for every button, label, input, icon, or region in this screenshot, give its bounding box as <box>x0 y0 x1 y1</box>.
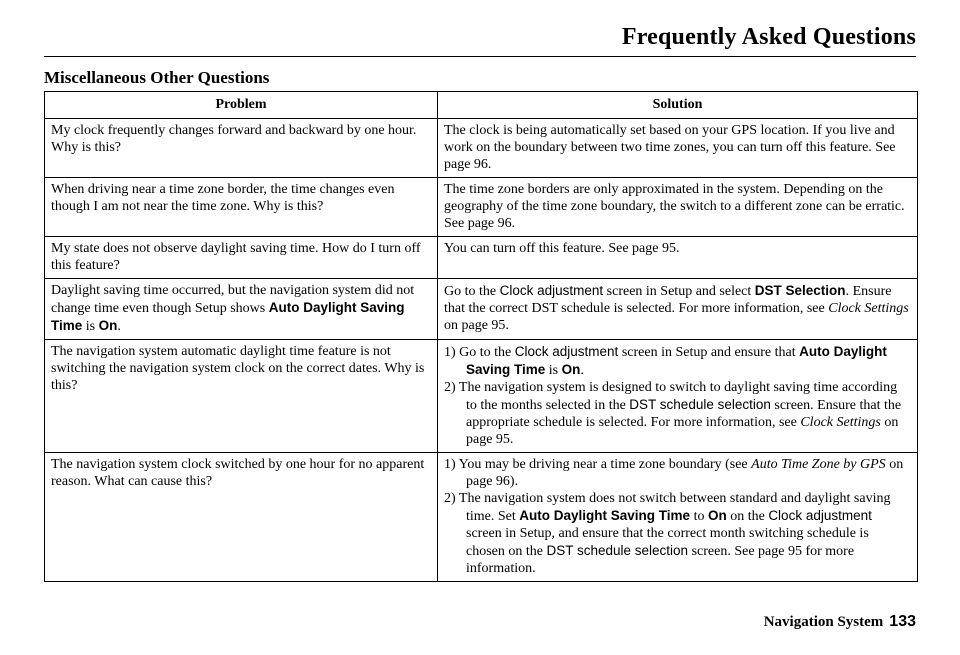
problem-cell: My clock frequently changes forward and backward by one hour. Why is this? <box>45 119 438 178</box>
step-text: on page 96). <box>466 457 904 489</box>
step-text: on the <box>726 509 769 524</box>
section-heading: Miscellaneous Other Questions <box>44 68 270 87</box>
step-text: to <box>690 509 708 524</box>
solution-steps <box>444 456 911 577</box>
setting-value: On <box>707 508 727 523</box>
problem-cell <box>45 279 438 340</box>
problem-cell: The navigation system automatic daylight time feature is not switching the navigation system clock on the correct dates. Why is this? <box>45 340 438 453</box>
solution-cell <box>438 279 918 340</box>
solution-cell: You can turn off this feature. See page 95. <box>438 237 918 279</box>
solution-cell: The time zone borders are only approximated in the system. Depending on the geography of the time zone boundary, the switch to a different zone can be erratic. See page 96. <box>438 178 918 237</box>
table-row <box>45 119 918 178</box>
step-text: on page 95. <box>466 415 899 447</box>
step-text: . <box>580 363 584 378</box>
screen-name: Clock adjustment <box>768 508 872 523</box>
step-text: is <box>545 363 562 378</box>
table-row <box>45 178 918 237</box>
table-row <box>45 279 918 340</box>
page-title: Frequently Asked Questions <box>621 24 916 50</box>
step-text: 1) Go to the <box>444 345 515 360</box>
solution-cell <box>438 453 918 582</box>
problem-cell: When driving near a time zone border, the time changes even though I am not near the time zone. Why is this? <box>45 178 438 237</box>
setting-value: On <box>561 362 581 377</box>
solution-text: screen in Setup and select <box>603 284 755 299</box>
table-row <box>45 340 918 453</box>
step-text: 1) You may be driving near a time zone boundary (see <box>444 457 752 472</box>
title-divider <box>44 56 916 57</box>
table-row <box>45 237 918 279</box>
setting-name: Auto Daylight Saving Time <box>466 344 887 377</box>
reference-title: Auto Time Zone by GPS <box>751 457 886 472</box>
step-text: 2) The navigation system does not switch between standard and daylight saving time. Set <box>444 491 891 524</box>
reference-title: Clock Settings <box>800 415 881 430</box>
page-footer <box>764 613 916 631</box>
screen-name: DST schedule selection <box>546 543 689 558</box>
problem-text: is <box>82 319 99 334</box>
faq-table <box>44 91 918 582</box>
setting-value: On <box>98 318 118 333</box>
screen-name: Clock adjustment <box>499 283 604 298</box>
setting-name: Auto Daylight Saving Time <box>51 300 405 333</box>
column-header-problem: Problem <box>45 92 438 119</box>
screen-name: Clock adjustment <box>514 344 619 359</box>
step-text: screen. See page 95 for more information. <box>466 544 855 576</box>
footer-label: Navigation System <box>763 614 884 630</box>
setting-name: DST Selection <box>754 283 846 298</box>
solution-text: on page 95. <box>444 318 509 333</box>
step-text: screen in Setup and ensure that <box>618 345 800 360</box>
page-number: 133 <box>889 613 916 630</box>
screen-name: DST schedule selection <box>629 397 771 412</box>
table-header-row <box>45 92 918 119</box>
solution-step <box>444 456 911 490</box>
problem-cell: The navigation system clock switched by one hour for no apparent reason. What can cause this? <box>45 453 438 582</box>
solution-step <box>444 379 911 448</box>
setting-name: Auto Daylight Saving Time <box>519 508 691 523</box>
solution-text: . Ensure that the correct DST schedule is selected. For more information, see <box>444 284 892 316</box>
step-text: screen in Setup, and ensure that the correct month switching schedule is chosen on the <box>466 526 869 559</box>
solution-step <box>444 490 911 577</box>
solution-step <box>444 343 911 379</box>
step-text: 2) The navigation system is designed to switch to daylight saving time according to the months selected in the <box>444 380 898 413</box>
solution-steps <box>444 343 911 448</box>
problem-text: . <box>117 319 121 334</box>
table-row <box>45 453 918 582</box>
reference-title: Clock Settings <box>828 301 909 316</box>
solution-cell <box>438 340 918 453</box>
step-text: screen. Ensure that the appropriate schedule is selected. For more information, see <box>466 398 902 430</box>
solution-text: Go to the <box>444 284 500 299</box>
column-header-solution: Solution <box>438 92 918 119</box>
problem-cell: My state does not observe daylight saving time. How do I turn off this feature? <box>45 237 438 279</box>
solution-cell: The clock is being automatically set based on your GPS location. If you live and work on the boundary between two time zones, you can turn off this feature. See page 96. <box>438 119 918 178</box>
problem-text: Daylight saving time occurred, but the navigation system did not change time even though Setup shows <box>51 283 415 316</box>
